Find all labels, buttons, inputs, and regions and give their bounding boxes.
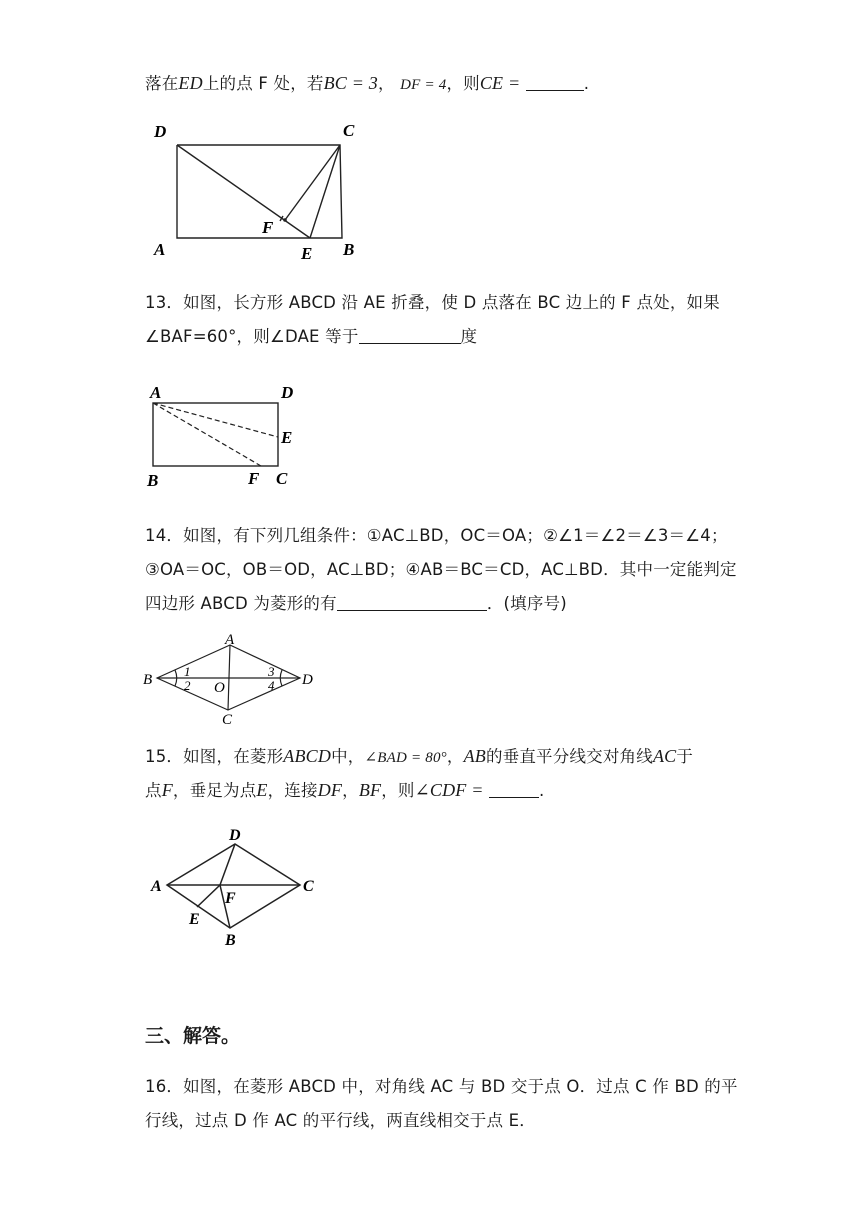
q12-seg-ed: ED — [178, 73, 203, 93]
label-B: B — [143, 672, 153, 688]
label-E: E — [281, 428, 293, 447]
label-A: A — [150, 383, 162, 402]
q15-line2: 点F，垂足为点E，连接DF，BF，则∠CDF = . — [145, 780, 545, 800]
label-E: E — [301, 244, 313, 263]
label-O: O — [214, 680, 225, 696]
label-angle-3: 3 — [268, 664, 275, 679]
label-D: D — [229, 827, 241, 844]
label-D: D — [302, 672, 313, 688]
q13-line1: 13．如图，长方形 ABCD 沿 AE 折叠，使 D 点落在 BC 边上的 F 点处，如果 — [145, 293, 720, 312]
label-F: F — [225, 890, 236, 907]
label-angle-4: 4 — [268, 678, 275, 693]
label-F: F — [262, 218, 274, 237]
label-D: D — [281, 383, 294, 402]
q15-figure — [145, 822, 325, 952]
answer-blank-q12[interactable] — [526, 74, 584, 91]
q14-line1: 14．如图，有下列几组条件：①AC⊥BD，OC＝OA；②∠1＝∠2＝∠3＝∠4； — [145, 526, 728, 545]
q12-text: 落在ED上的点 F 处，若BC = 3， DF = 4，则CE = . — [145, 73, 590, 93]
q12-figure — [150, 118, 370, 266]
answer-blank-q14[interactable] — [337, 594, 487, 611]
label-angle-1: 1 — [184, 664, 191, 679]
label-C: C — [343, 121, 355, 140]
q15-line1: 15．如图，在菱形ABCD中，∠BAD = 80°，AB的垂直平分线交对角线AC于 — [145, 746, 694, 766]
q16-line1: 16．如图，在菱形 ABCD 中，对角线 AC 与 BD 交于点 O．过点 C 作 BD 的平 — [145, 1077, 738, 1096]
answer-blank-q15[interactable] — [489, 781, 539, 798]
q14-line3: 四边形 ABCD 为菱形的有 ．(填序号) — [145, 594, 567, 613]
label-B: B — [147, 471, 159, 490]
q14-figure — [140, 630, 330, 730]
label-B: B — [225, 932, 236, 949]
q14-line2: ③OA＝OC，OB＝OD，AC⊥BD；④AB＝BC＝CD，AC⊥BD．其中一定能判定 — [145, 560, 737, 579]
label-C: C — [303, 878, 314, 895]
label-C: C — [276, 469, 288, 488]
label-E: E — [189, 911, 200, 928]
label-B: B — [343, 240, 355, 259]
label-angle-2: 2 — [184, 678, 191, 693]
q12-ce: CE = — [479, 73, 521, 93]
label-A: A — [225, 632, 235, 648]
label-C: C — [222, 712, 233, 728]
label-A: A — [151, 878, 162, 895]
label-A: A — [154, 240, 166, 259]
q12-df: DF = 4 — [400, 77, 447, 93]
q16-line2: 行线，过点 D 作 AC 的平行线，两直线相交于点 E． — [145, 1111, 536, 1130]
q13-line2: ∠BAF=60°，则∠DAE 等于 度 — [145, 327, 478, 346]
section-title: 三、解答。 — [145, 1025, 241, 1047]
answer-blank-q13[interactable] — [359, 327, 461, 344]
label-F: F — [248, 469, 260, 488]
label-D: D — [154, 122, 167, 141]
q13-figure — [145, 380, 315, 490]
q12-bc: BC = 3 — [323, 73, 378, 93]
